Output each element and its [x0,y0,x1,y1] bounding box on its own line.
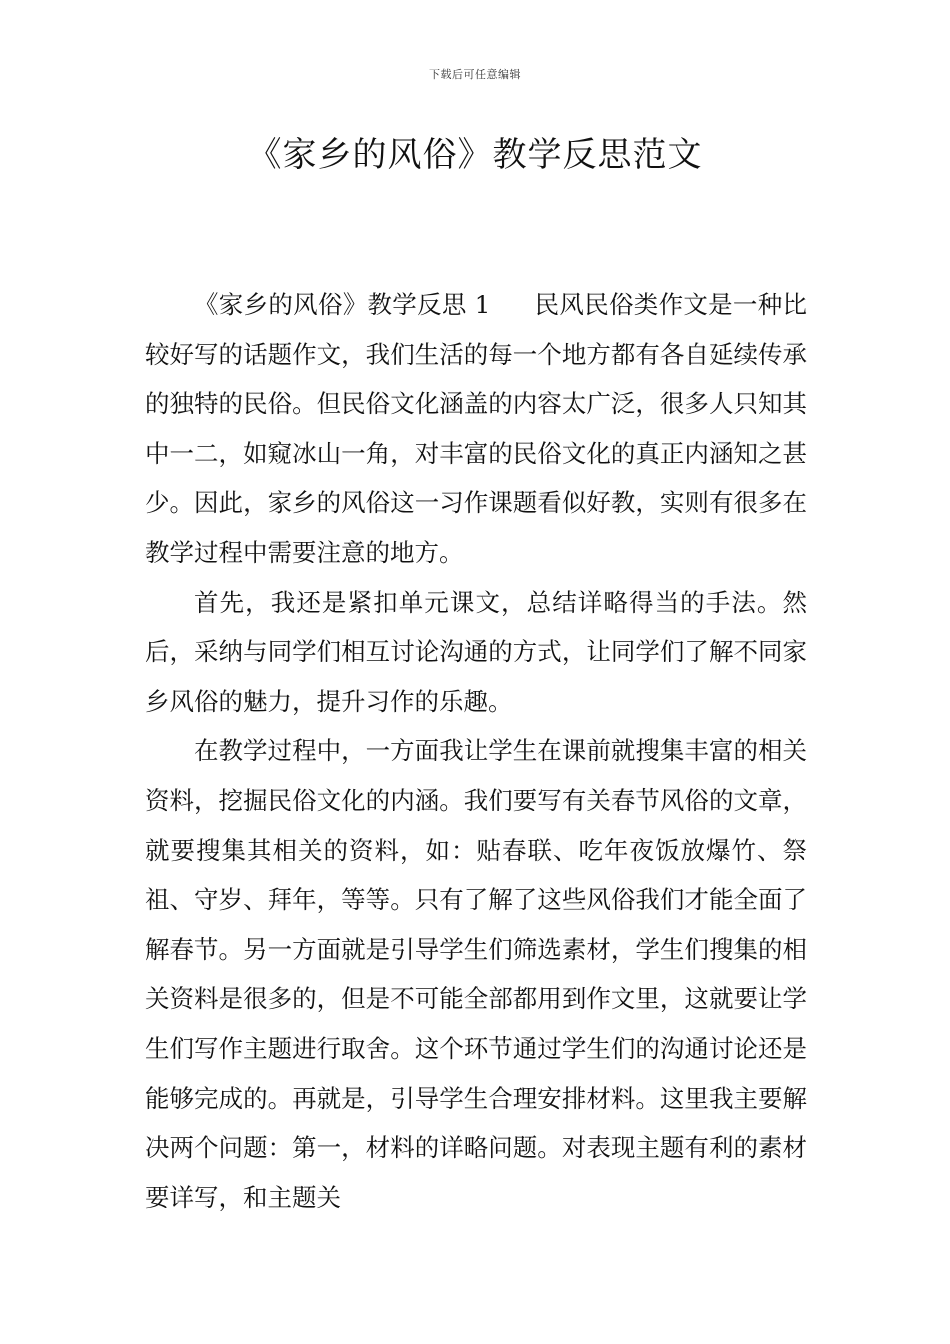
paragraph-1 [145,280,807,578]
paragraph-1-lead: 《家乡的风俗》教学反思 1 [194,290,491,319]
header-note: 下载后可任意编辑 [429,68,521,81]
paragraph-1-text: 民风民俗类作文是一种比较好写的话题作文，我们生活的每一个地方都有各自延续传承的独特的民俗。但民俗文化涵盖的内容太广泛，很多人只知其中一二，如窥冰山一角，对丰富的民俗文化的真正内涵知之甚少。因此，家乡的风俗这一习作课题看似好教，实则有很多在教学过程中需要注意的地方。 [145,290,808,567]
paragraph-2: 首先，我还是紧扣单元课文，总结详略得当的手法。然后，采纳与同学们相互讨论沟通的方式，让同学们了解不同家乡风俗的魅力，提升习作的乐趣。 [145,587,807,716]
document-title: 《家乡的风俗》教学反思范文 [247,135,703,175]
document-body [145,280,807,1222]
paragraph-3: 在教学过程中，一方面我让学生在课前就搜集丰富的相关资料，挖掘民俗文化的内涵。我们要写有关春节风俗的文章，就要搜集其相关的资料，如：贴春联、吃年夜饭放爆竹、祭祖、守岁、拜年，等等。只有了解了这些风俗我们才能全面了解春节。另一方面就是引导学生们筛选素材，学生们搜集的相关资料是很多的，但是不可能全部都用到作文里，这就要让学生们写作主题进行取舍。这个环节通过学生们的沟通讨论还是能够完成的。再就是，引导学生合理安排材料。这里我主要解决两个问题：第一，材料的详略问题。对表现主题有利的素材要详写，和主题关 [145,736,807,1212]
